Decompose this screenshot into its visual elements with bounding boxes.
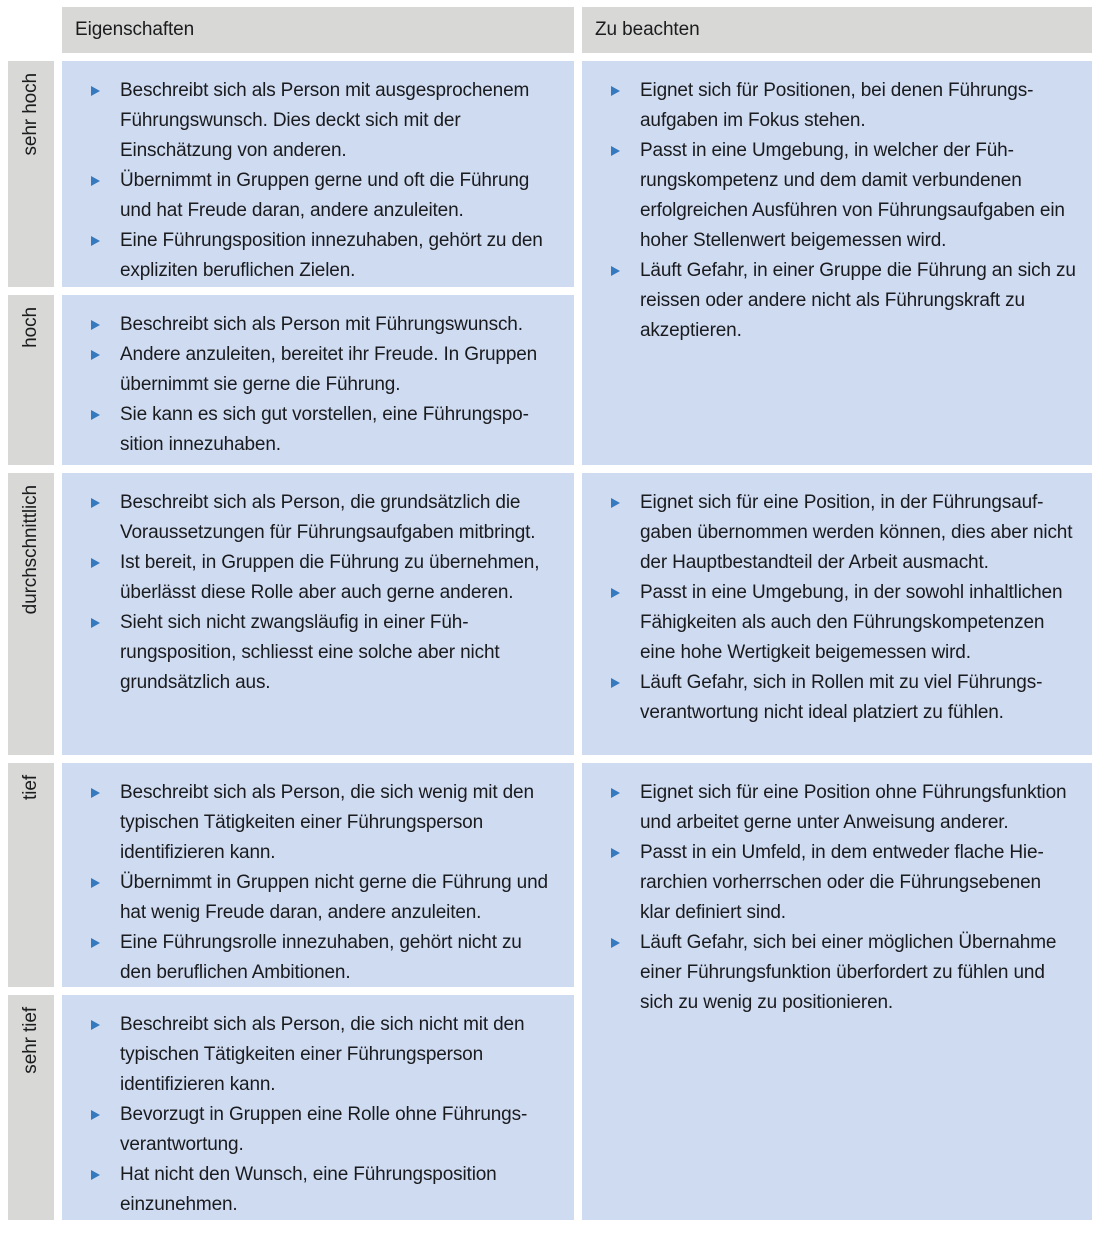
bullet-text: Eine Führungsposition innezuhaben, gehört zu den expliziten beruflichen Zielen. — [120, 230, 543, 281]
bullet-list — [610, 778, 1076, 1018]
bullet-item — [610, 928, 1076, 1018]
column-header-eigenschaften — [62, 7, 574, 53]
bullet-list — [90, 1010, 558, 1220]
bullet-item — [610, 778, 1076, 838]
row-label-tief — [8, 763, 54, 987]
bullet-arrow-icon — [611, 266, 620, 276]
bullet-arrow-icon — [611, 938, 620, 948]
bullet-text: Beschreibt sich als Person mit ausgesprochenem Führungswunsch. Dies deckt sich mit der Einschätzung von anderen. — [120, 80, 530, 161]
bullet-arrow-icon — [91, 350, 100, 360]
bullet-arrow-icon — [91, 1110, 100, 1120]
bullet-item — [90, 400, 558, 460]
column-header-label: Zu beachten — [595, 19, 700, 40]
bullet-text: Beschreibt sich als Person, die sich nicht mit den typischen Tätigkeiten einer Führungsperson identifizieren kann. — [120, 1014, 525, 1095]
eigenschaften-cell-hoch — [62, 295, 574, 465]
bullet-text: Läuft Gefahr, in einer Gruppe die Führung an sich zu reissen oder andere nicht als Führungskraft zu akzeptieren. — [640, 260, 1076, 341]
bullet-item — [90, 340, 558, 400]
zu-beachten-cell-durchschnittlich — [582, 473, 1092, 755]
bullet-arrow-icon — [91, 236, 100, 246]
bullet-item — [90, 488, 558, 548]
eigenschaften-cell-sehr-tief — [62, 995, 574, 1220]
bullet-arrow-icon — [611, 498, 620, 508]
bullet-list — [90, 76, 558, 286]
ratings-table — [8, 7, 1092, 1220]
bullet-text: Eine Führungsrolle innezuhaben, gehört nicht zu den beruflichen Ambitionen. — [120, 932, 522, 983]
bullet-item — [90, 608, 558, 698]
bullet-list — [90, 488, 558, 698]
bullet-arrow-icon — [91, 1170, 100, 1180]
bullet-text: Bevorzugt in Gruppen eine Rolle ohne Führungsverantwortung. — [120, 1104, 528, 1155]
bullet-arrow-icon — [91, 878, 100, 888]
eigenschaften-cell-tief — [62, 763, 574, 987]
bullet-text: Sie kann es sich gut vorstellen, eine Führungsposition innezuhaben. — [120, 404, 529, 455]
bullet-arrow-icon — [91, 788, 100, 798]
bullet-item — [610, 488, 1076, 578]
row-label-sehr-tief — [8, 995, 54, 1220]
bullet-text: Eignet sich für eine Position ohne Führungsfunktion und arbeitet gerne unter Anweisung anderer. — [640, 782, 1067, 833]
row-label-durchschnittlich — [8, 473, 54, 755]
bullet-item — [610, 136, 1076, 256]
bullet-arrow-icon — [91, 618, 100, 628]
bullet-arrow-icon — [611, 788, 620, 798]
row-label-text: sehr hoch — [20, 73, 41, 156]
zu-beachten-cell-tief-sehr-tief — [582, 763, 1092, 1220]
bullet-item — [90, 548, 558, 608]
column-header-zu-beachten — [582, 7, 1092, 53]
eigenschaften-cell-sehr-hoch — [62, 61, 574, 287]
bullet-arrow-icon — [91, 498, 100, 508]
bullet-arrow-icon — [91, 320, 100, 330]
zu-beachten-cell-hoch-sehr-hoch — [582, 61, 1092, 465]
bullet-text: Läuft Gefahr, sich bei einer möglichen Übernahme einer Führungsfunktion überfordert zu fühlen und sich zu wenig zu positionieren. — [640, 932, 1057, 1013]
bullet-item — [90, 310, 558, 340]
bullet-list — [90, 310, 558, 460]
bullet-text: Beschreibt sich als Person mit Führungswunsch. — [120, 314, 523, 335]
bullet-text: Andere anzuleiten, bereitet ihr Freude. In Gruppen übernimmt sie gerne die Führung. — [120, 344, 538, 395]
bullet-item — [90, 1010, 558, 1100]
bullet-arrow-icon — [611, 588, 620, 598]
bullet-item — [90, 868, 558, 928]
bullet-arrow-icon — [611, 848, 620, 858]
bullet-text: Passt in eine Umgebung, in welcher der Führungskompetenz und dem damit verbundenen erfolgreichen Ausführen von Führungsaufgaben ein hoher Stellenwert beigemessen wird. — [640, 140, 1065, 251]
bullet-item — [610, 256, 1076, 346]
bullet-arrow-icon — [611, 678, 620, 688]
row-label-text: durchschnittlich — [20, 485, 41, 615]
bullet-text: Passt in ein Umfeld, in dem entweder flache Hierarchien vorherrschen oder die Führungsebenen klar definiert sind. — [640, 842, 1044, 923]
eigenschaften-cell-durchschnittlich — [62, 473, 574, 755]
bullet-list — [610, 76, 1076, 346]
bullet-item — [90, 778, 558, 868]
bullet-text: Beschreibt sich als Person, die grundsätzlich die Voraussetzungen für Führungsaufgaben mitbringt. — [120, 492, 536, 543]
bullet-arrow-icon — [91, 86, 100, 96]
bullet-text: Passt in eine Umgebung, in der sowohl inhaltlichen Fähigkeiten als auch den Führungskompetenzen eine hohe Wertigkeit beigemessen wird. — [640, 582, 1063, 663]
bullet-item — [90, 166, 558, 226]
bullet-arrow-icon — [91, 558, 100, 568]
bullet-item — [610, 838, 1076, 928]
bullet-arrow-icon — [91, 176, 100, 186]
bullet-text: Übernimmt in Gruppen nicht gerne die Führung und hat wenig Freude daran, andere anzuleiten. — [120, 872, 548, 923]
row-label-text: hoch — [20, 307, 41, 348]
row-label-text: sehr tief — [20, 1007, 41, 1074]
row-label-text: tief — [20, 775, 41, 800]
bullet-list — [90, 778, 558, 988]
bullet-text: Hat nicht den Wunsch, eine Führungsposition einzunehmen. — [120, 1164, 497, 1215]
bullet-text: Beschreibt sich als Person, die sich wenig mit den typischen Tätigkeiten einer Führungsperson identifizieren kann. — [120, 782, 534, 863]
row-label-sehr-hoch — [8, 61, 54, 287]
bullet-item — [90, 1100, 558, 1160]
bullet-text: Eignet sich für Positionen, bei denen Führungsaufgaben im Fokus stehen. — [640, 80, 1034, 131]
bullet-item — [90, 1160, 558, 1220]
bullet-arrow-icon — [91, 938, 100, 948]
bullet-item — [610, 578, 1076, 668]
bullet-arrow-icon — [611, 86, 620, 96]
bullet-arrow-icon — [91, 410, 100, 420]
bullet-arrow-icon — [91, 1020, 100, 1030]
bullet-text: Übernimmt in Gruppen gerne und oft die Führung und hat Freude daran, andere anzuleiten. — [120, 170, 530, 221]
bullet-item — [90, 928, 558, 988]
bullet-list — [610, 488, 1076, 728]
bullet-text: Ist bereit, in Gruppen die Führung zu übernehmen, überlässt diese Rolle aber auch gerne anderen. — [120, 552, 540, 603]
bullet-text: Sieht sich nicht zwangsläufig in einer Führungsposition, schliesst eine solche aber nicht grundsätzlich aus. — [120, 612, 500, 693]
bullet-text: Eignet sich für eine Position, in der Führungsaufgaben übernommen werden können, dies aber nicht der Hauptbestandteil der Arbeit ausmacht. — [640, 492, 1073, 573]
bullet-item — [610, 668, 1076, 728]
bullet-item — [90, 76, 558, 166]
bullet-item — [90, 226, 558, 286]
row-label-hoch — [8, 295, 54, 465]
bullet-arrow-icon — [611, 146, 620, 156]
bullet-item — [610, 76, 1076, 136]
column-header-label: Eigenschaften — [75, 19, 195, 40]
bullet-text: Läuft Gefahr, sich in Rollen mit zu viel Führungsverantwortung nicht ideal platziert zu fühlen. — [640, 672, 1043, 723]
